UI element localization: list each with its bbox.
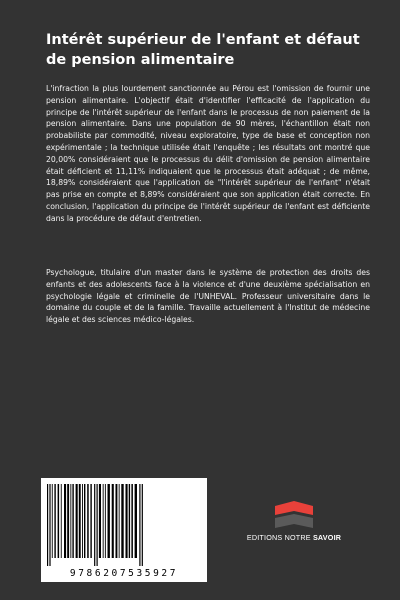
barcode-bar: [54, 484, 55, 558]
publisher-block: [246, 500, 342, 542]
barcode-bars: [45, 484, 203, 566]
barcode-bar: [116, 484, 118, 558]
barcode-bar: [105, 484, 106, 558]
barcode-bar: [47, 484, 48, 566]
barcode-bar: [90, 484, 91, 558]
barcode-bar: [99, 484, 101, 558]
book-title: Intérêt supérieur de l'enfant et défaut de pension alimentaire: [46, 32, 360, 68]
barcode-bar: [112, 484, 114, 558]
barcode-bar: [108, 484, 110, 558]
barcode-bar: [79, 484, 81, 558]
barcode-bar: [119, 484, 120, 558]
publisher-logo-icon: [271, 500, 317, 530]
barcode-bar: [121, 484, 123, 558]
isbn-number: 9786207535927: [69, 568, 179, 579]
barcode-bar: [64, 484, 66, 558]
barcode-bar: [49, 484, 50, 566]
book-abstract: L'infraction la plus lourdement sanctionnée au Pérou est l'omission de fournir une pension alimentaire. L'objectif était d'identifier l'efficacité de l'application du principe de l'intérêt supérieur de l'enfant dans le processus de non paiement de la pension alimentaire. Dans une population de 90 mères, l'échantillon était non probabiliste par commodité, niveau exploratoire, type de base et conception non expérimentale ; la technique utilisée était l'enquête ; les résultats ont montré que 20,00% considéraient que le processus du délit d'omission de pension alimentaire était déficient et 11,11% indiquaient que le processus était adéquat ; de même, 18,89% considéraient que l'application de "l'intérêt supérieur de l'enfant" n'était pas prise en compte et 8,89% considéraient que son application était correcte. En conclusion, l'application du principe de l'intérêt supérieur de l'enfant est déficiente dans la procédure de défaut d'entretien.: [46, 84, 370, 223]
publisher-name: EDITIONS NOTRE SAVOIR: [246, 533, 342, 542]
barcode-bar: [142, 484, 143, 566]
barcode-bar: [94, 484, 95, 566]
barcode-bar: [135, 484, 137, 558]
barcode-bar: [58, 484, 60, 558]
barcode-bar: [61, 484, 62, 558]
barcode-bar: [131, 484, 133, 558]
barcode-bar: [129, 484, 130, 558]
author-bio: Psychologue, titulaire d'un master dans le système de protection des droits des enfants et des adolescents face à la violence et d'une deuxième spécialisation en psychologie légale et criminelle de l'UNHEVAL. Professeur universitaire dans le domaine du couple et de la famille. Travaille actuellement à l'Institut de médecine légale et des sciences médico-légales.: [46, 268, 370, 325]
barcode-bar: [103, 484, 104, 558]
barcode-bar: [76, 484, 78, 558]
barcode-bar: [52, 484, 53, 558]
barcode-bar: [72, 484, 73, 558]
barcode-bar: [70, 484, 71, 558]
barcode-bar: [139, 484, 140, 566]
barcode-bar: [97, 484, 98, 566]
barcode-bar: [82, 484, 83, 558]
barcode-bar: [87, 484, 89, 558]
isbn-barcode: [41, 478, 207, 582]
barcode-bar: [126, 484, 128, 558]
barcode-bar: [84, 484, 85, 558]
barcode-bar: [67, 484, 69, 558]
